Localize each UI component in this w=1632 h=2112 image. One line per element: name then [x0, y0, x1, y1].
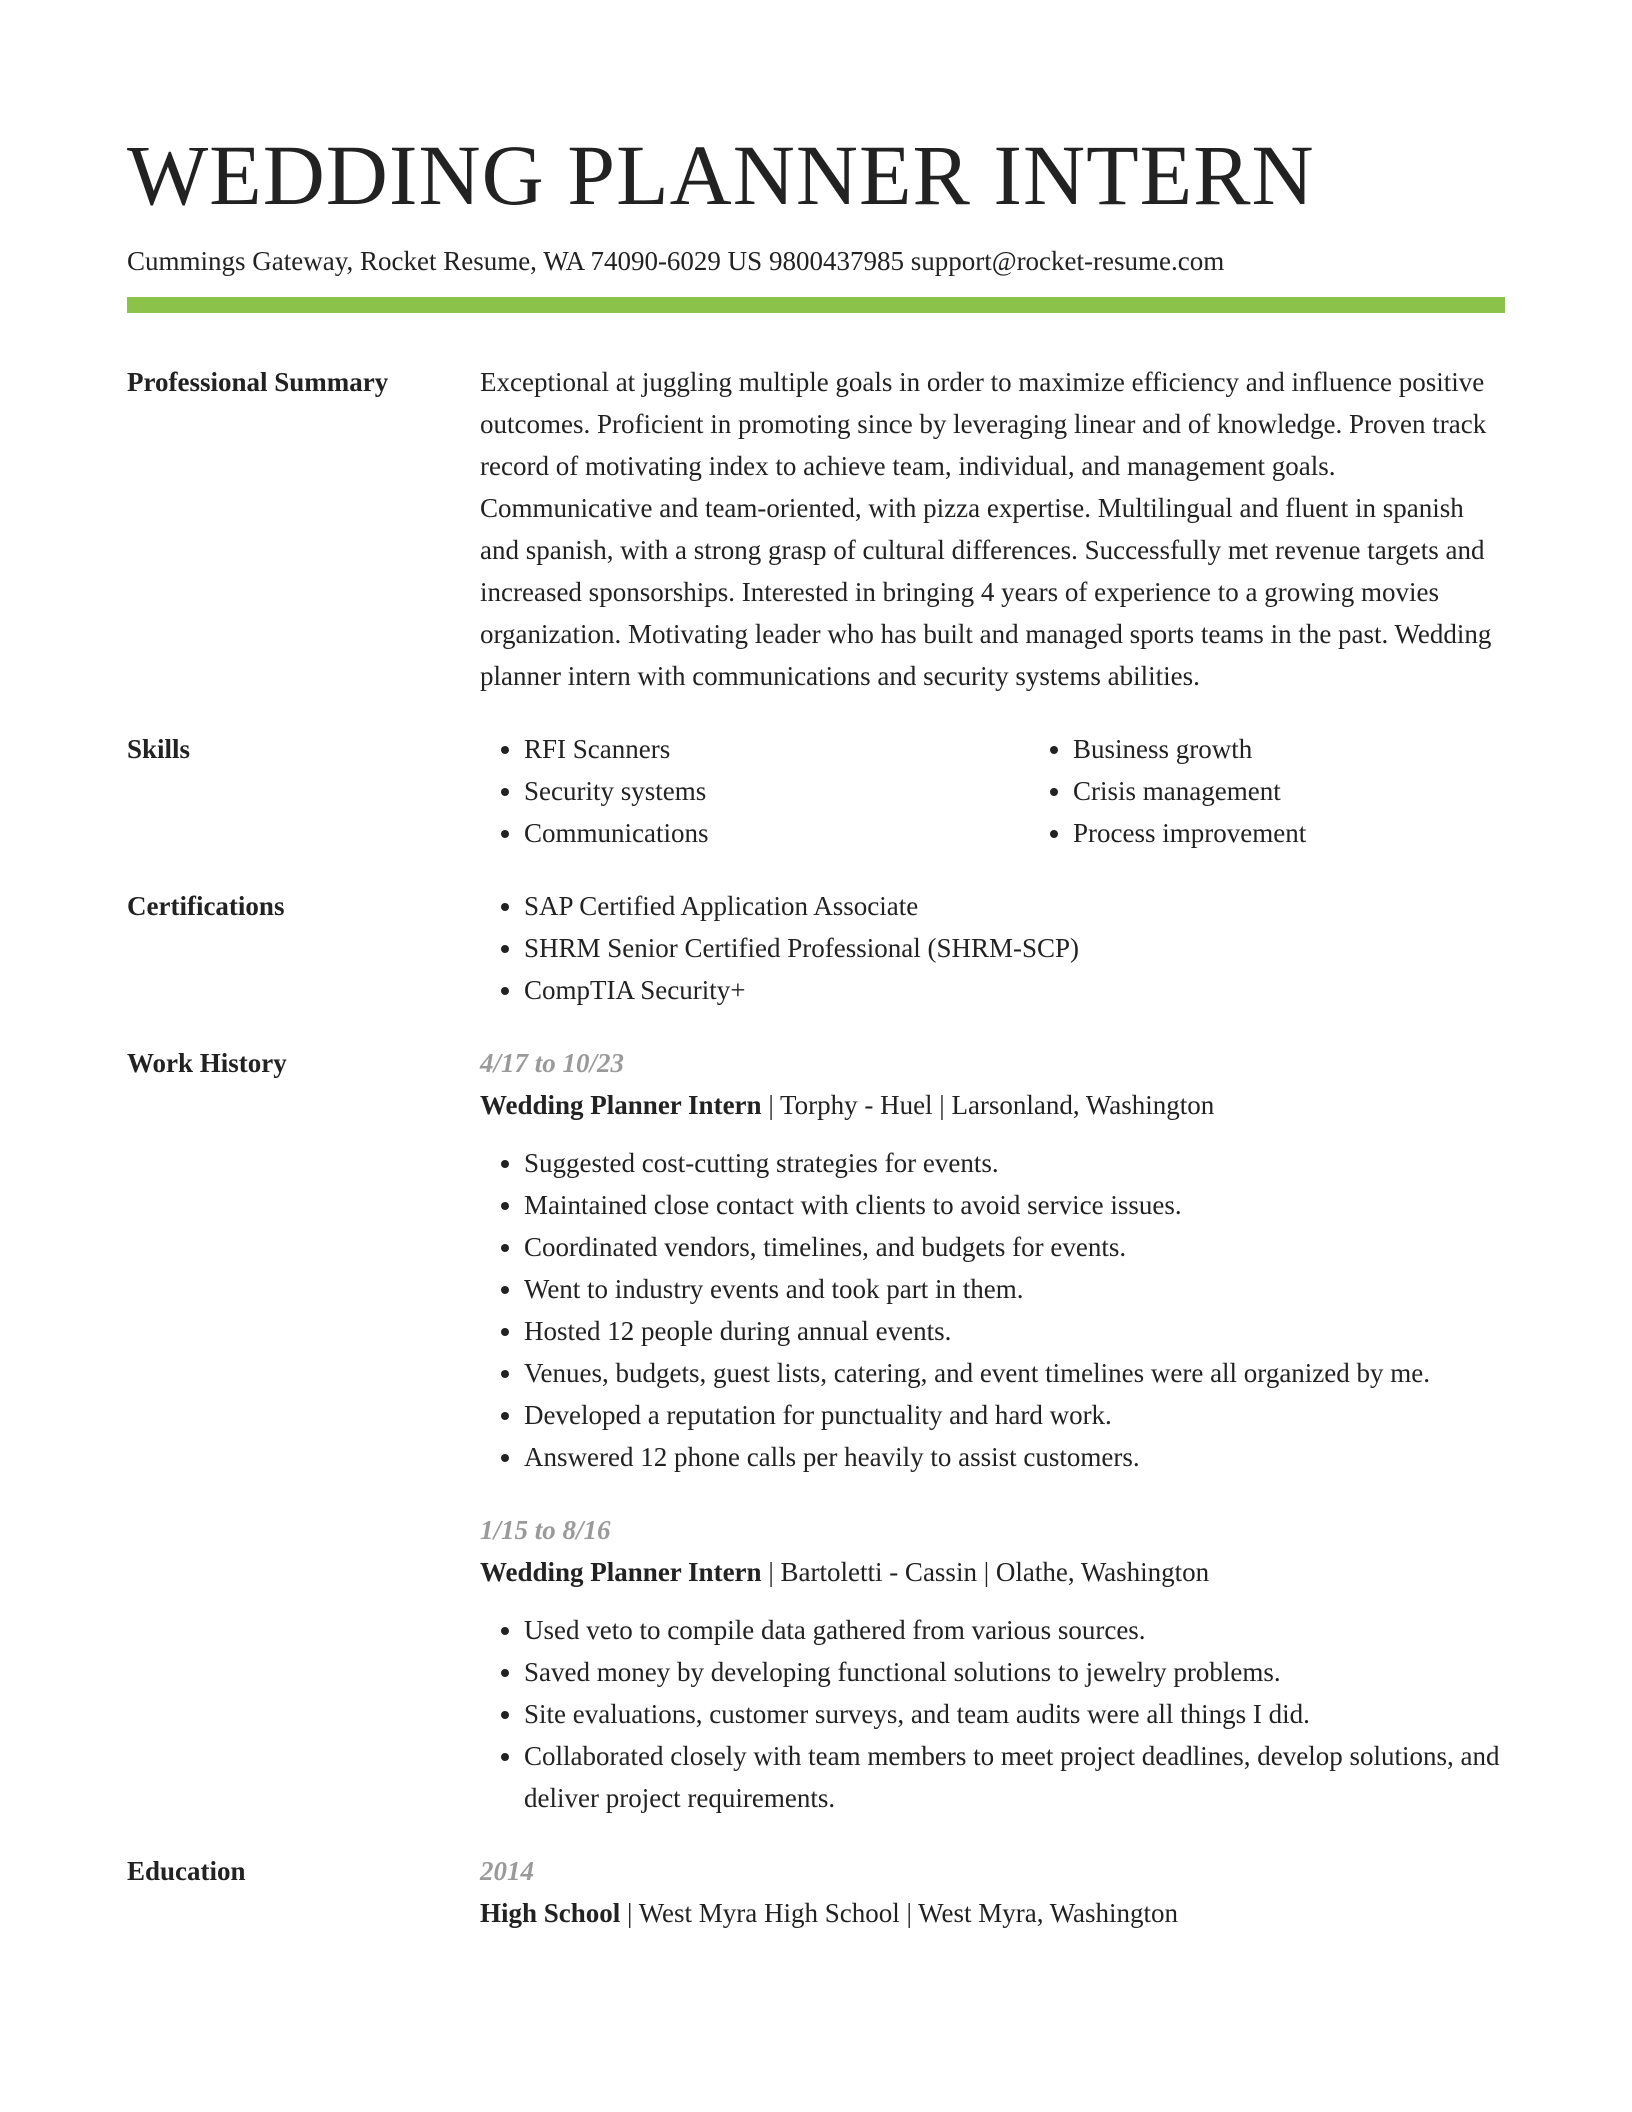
skills-section [127, 728, 1505, 854]
certifications-body [480, 885, 1505, 1011]
education-body [480, 1850, 1505, 1934]
skills-heading: Skills [127, 734, 191, 765]
job-bullet-list [480, 1142, 1505, 1478]
education-heading: Education [127, 1856, 246, 1887]
job-bullet-list [480, 1609, 1505, 1819]
job-entry [480, 1509, 1505, 1819]
job-employer-location: | Torphy - Huel | Larsonland, Washington [761, 1090, 1215, 1121]
candidate-name: WEDDING PLANNER INTERN [127, 127, 1315, 223]
job-bullet: • Developed a reputation for punctuality and hard work. [524, 1394, 1505, 1436]
job-heading [480, 1084, 1505, 1126]
job-title: Wedding Planner Intern [480, 1557, 762, 1588]
job-dates: 4/17 to 10/23 [480, 1048, 625, 1079]
contact-line: Cummings Gateway, Rocket Resume, WA 74090-6029 US 9800437985 support@rocket-resume.com [127, 246, 1225, 276]
skills-list-left [480, 728, 1029, 854]
job-bullet: • Went to industry events and took part in them. [524, 1268, 1505, 1310]
skill-item: • Crisis management [1073, 770, 1578, 812]
skill-item: • RFI Scanners [524, 728, 1029, 770]
summary-text: Exceptional at juggling multiple goals in order to maximize efficiency and influence positive outcomes. Proficient in promoting since by leveraging linear and of knowledge. Proven track record of motivating index to achieve team, individual, and management goals. Communicative and team-oriented, with pizza expertise. Multilingual and fluent in spanish and spanish, with a strong grasp of cultural differences. Successfully met revenue targets and increased sponsorships. Interested in bringing 4 years of experience to a growing movies organization. Motivating leader who has built and managed sports teams in the past. Wedding planner intern with communications and security systems abilities. [480, 367, 1492, 692]
skill-item: • Communications [524, 812, 1029, 854]
job-bullet: • Saved money by developing functional solutions to jewelry problems. [524, 1651, 1505, 1693]
job-bullet: • Site evaluations, customer surveys, and team audits were all things I did. [524, 1693, 1505, 1735]
certifications-heading: Certifications [127, 891, 285, 922]
job-entry [480, 1042, 1505, 1478]
work-history-section [127, 1042, 1505, 1819]
education-year: 2014 [480, 1856, 534, 1887]
skill-item: • Security systems [524, 770, 1029, 812]
job-bullet: • Maintained close contact with clients to avoid service issues. [524, 1184, 1505, 1226]
job-bullet: • Venues, budgets, guest lists, catering, and event timelines were all organized by me. [524, 1352, 1505, 1394]
job-bullet: • Coordinated vendors, timelines, and budgets for events. [524, 1226, 1505, 1268]
skills-columns [480, 728, 1578, 854]
certifications-section [127, 885, 1505, 1011]
education-section [127, 1850, 1505, 1934]
job-title: Wedding Planner Intern [480, 1090, 762, 1121]
education-school-location: | West Myra High School | West Myra, Washington [620, 1898, 1179, 1929]
skills-list-right [1029, 728, 1578, 854]
work-history-body [480, 1042, 1505, 1819]
certifications-list [480, 885, 1505, 1011]
job-dates: 1/15 to 8/16 [480, 1515, 611, 1546]
job-bullet: • Used veto to compile data gathered from various sources. [524, 1609, 1505, 1651]
job-employer-location: | Bartoletti - Cassin | Olathe, Washington [761, 1557, 1210, 1588]
job-bullet: • Answered 12 phone calls per heavily to assist customers. [524, 1436, 1505, 1478]
summary-heading: Professional Summary [127, 367, 389, 398]
accent-divider [127, 297, 1505, 313]
job-bullet: • Collaborated closely with team members to meet project deadlines, develop solutions, and deliver project requirements. [524, 1735, 1505, 1819]
certification-item: • SAP Certified Application Associate [524, 885, 1505, 927]
job-bullet: • Suggested cost-cutting strategies for events. [524, 1142, 1505, 1184]
certification-item: • CompTIA Security+ [524, 969, 1505, 1011]
certification-item: • SHRM Senior Certified Professional (SHRM-SCP) [524, 927, 1505, 969]
resume-page [127, 118, 1505, 1934]
skill-item: • Business growth [1073, 728, 1578, 770]
work-history-heading: Work History [127, 1048, 287, 1079]
job-heading [480, 1551, 1505, 1593]
skill-item: • Process improvement [1073, 812, 1578, 854]
education-degree: High School [480, 1898, 621, 1929]
summary-section [127, 361, 1505, 697]
education-heading-line [480, 1892, 1505, 1934]
job-bullet: • Hosted 12 people during annual events. [524, 1310, 1505, 1352]
